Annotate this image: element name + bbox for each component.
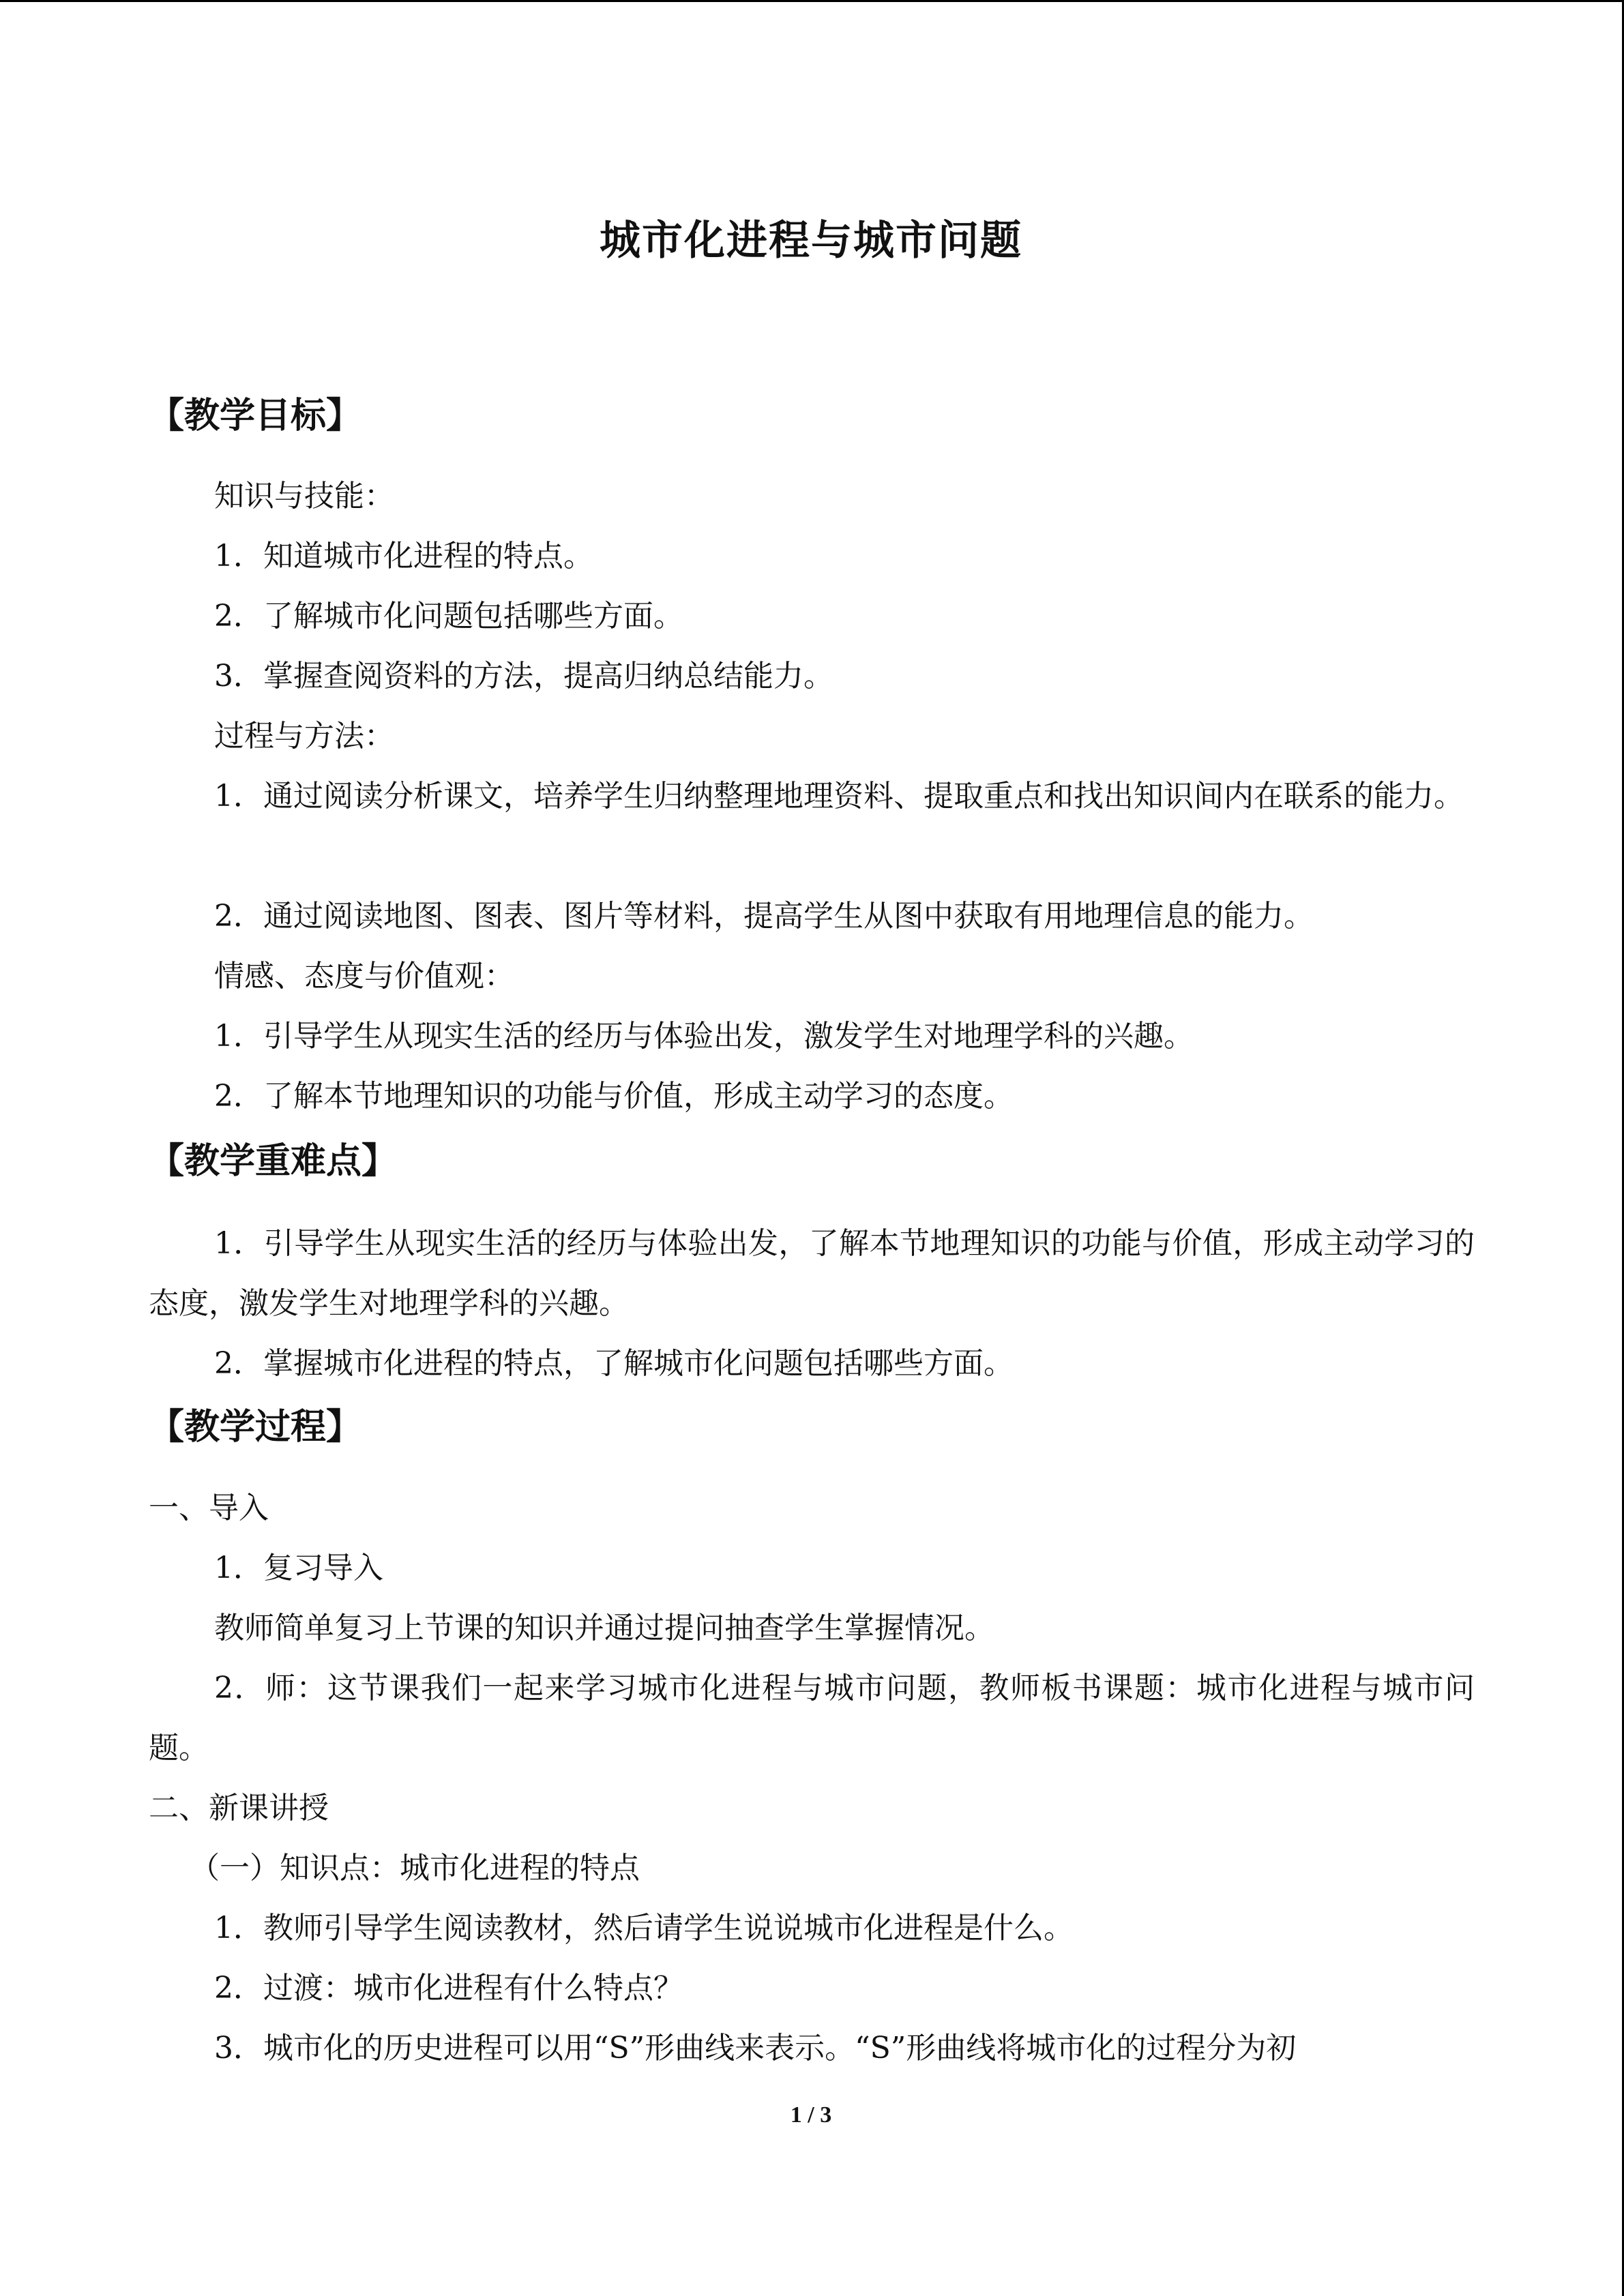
page-number: 1 / 3: [790, 2102, 832, 2128]
paragraph: 1．复习导入: [214, 1551, 383, 1585]
paragraph: 3．城市化的历史进程可以用“S”形曲线来表示。“S”形曲线将城市化的过程分为初: [214, 2031, 1297, 2066]
paragraph: 二、新课讲授: [149, 1791, 329, 1825]
paragraph: 一、导入: [149, 1491, 269, 1525]
paragraph: 2．了解本节地理知识的功能与价值，形成主动学习的态度。: [214, 1079, 1014, 1114]
section-heading-process: 【教学过程】: [149, 1407, 362, 1448]
paragraph: 情感、态度与价值观：: [214, 959, 514, 994]
paragraph: 1．引导学生从现实生活的经历与体验出发，了解本节地理知识的功能与价值，形成主动学习的态度，激发学生对地理学科的兴趣。: [149, 1226, 1475, 1321]
paragraph: 知识与技能：: [214, 479, 394, 513]
paragraph: 2．师：这节课我们一起来学习城市化进程与城市问题，教师板书课题：城市化进程与城市问题。: [149, 1671, 1475, 1765]
paragraph: 1．教师引导学生阅读教材，然后请学生说说城市化进程是什么。: [214, 1911, 1074, 1945]
paragraph: 过程与方法：: [214, 719, 394, 754]
paragraph: 1．通过阅读分析课文，培养学生归纳整理地理资料、提取重点和找出知识间内在联系的能力。: [214, 779, 1464, 814]
section-heading-key-points: 【教学重难点】: [149, 1141, 398, 1182]
section-heading-goals: 【教学目标】: [149, 396, 362, 436]
paragraph: 2．通过阅读地图、图表、图片等材料，提高学生从图中获取有用地理信息的能力。: [214, 899, 1314, 934]
paragraph: 2．掌握城市化进程的特点，了解城市化问题包括哪些方面。: [214, 1346, 1014, 1381]
paragraph: 3．掌握查阅资料的方法，提高归纳总结能力。: [214, 659, 833, 694]
paragraph: 2．了解城市化问题包括哪些方面。: [214, 599, 683, 633]
paragraph: （一）知识点：城市化进程的特点: [190, 1851, 640, 1885]
paragraph: 1．引导学生从现实生活的经历与体验出发，激发学生对地理学科的兴趣。: [214, 1019, 1194, 1054]
document-title: 城市化进程与城市问题: [600, 217, 1022, 265]
paragraph: 教师简单复习上节课的知识并通过提问抽查学生掌握情况。: [214, 1611, 994, 1645]
paragraph: 1．知道城市化进程的特点。: [214, 539, 593, 573]
paragraph: 2．过渡：城市化进程有什么特点？: [214, 1971, 683, 2006]
